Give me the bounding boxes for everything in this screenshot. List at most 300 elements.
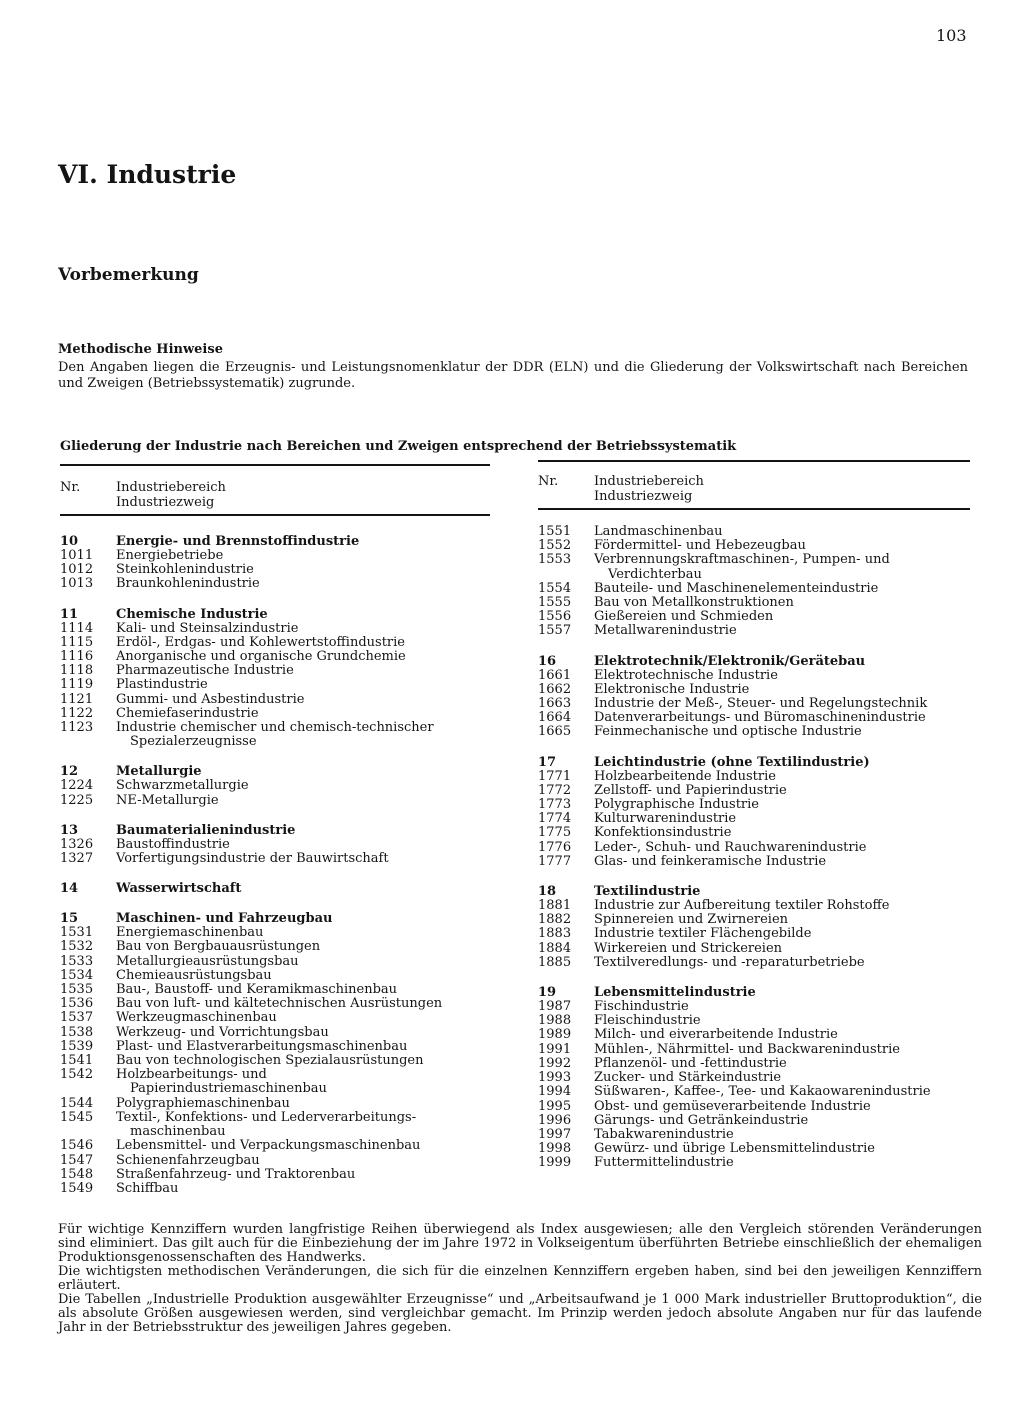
industry-group bbox=[538, 985, 970, 1170]
branch-code: 1661 bbox=[538, 667, 572, 683]
branch-code: 1532 bbox=[60, 939, 94, 955]
branch-code: 1885 bbox=[538, 954, 572, 970]
branch-name-text: Leder-, Schuh- und Rauchwarenindustrie bbox=[594, 839, 867, 855]
branch-row bbox=[538, 1014, 970, 1028]
group-code: 15 bbox=[60, 911, 79, 927]
branch-code: 1011 bbox=[60, 548, 94, 563]
branch-code: 1773 bbox=[538, 797, 572, 813]
branch-code: 1995 bbox=[538, 1098, 572, 1114]
branch-name bbox=[594, 942, 970, 956]
branch-name-text: Industrie textiler Flächengebilde bbox=[594, 926, 812, 942]
branch-name bbox=[594, 927, 970, 941]
group-heading bbox=[538, 654, 970, 669]
branch-name bbox=[594, 1057, 970, 1071]
branch-name-text: Schwarzmetallurgie bbox=[116, 778, 249, 794]
branch-name bbox=[116, 1040, 490, 1054]
industry-group bbox=[60, 764, 490, 807]
branch-name-text: Futtermittelindustrie bbox=[594, 1155, 734, 1171]
industry-group bbox=[538, 884, 970, 970]
group-name: Textilindustrie bbox=[594, 884, 701, 900]
branch-name-text: Steinkohlenindustrie bbox=[116, 562, 254, 578]
branch-name-text: Fischindustrie bbox=[594, 999, 689, 1015]
branch-name-text: NE-Metallurgie bbox=[116, 792, 219, 808]
branch-row bbox=[538, 942, 970, 956]
branch-row bbox=[538, 855, 970, 869]
footnote-paragraph: Für wichtige Kennziffern wurden langfristige Reihen überwiegend als Index ausgewiesen; alle den Vergleich störenden Veränderungen sind eliminiert. Das gilt auch für die Einbeziehung der im Jahre 1972 in Volkseigentum überführten Betriebe einschließlich der ehemaligen Produktionsgenossenschaften des Handwerks. bbox=[58, 1222, 982, 1265]
branch-code: 1123 bbox=[60, 720, 94, 736]
branch-row bbox=[60, 1068, 490, 1096]
group-code: 12 bbox=[60, 764, 79, 780]
branch-row bbox=[60, 693, 490, 707]
branch-row bbox=[538, 1071, 970, 1085]
branch-name-text: Industrie zur Aufbereitung textiler Rohstoffe bbox=[594, 898, 890, 914]
branch-row bbox=[60, 1026, 490, 1040]
group-name: Baumaterialienindustrie bbox=[116, 822, 296, 838]
branch-name-text: Tabakwarenindustrie bbox=[594, 1126, 734, 1142]
industry-group bbox=[60, 911, 490, 1196]
footnote-paragraph: Die Tabellen „Industrielle Produktion ausgewählter Erzeugnisse“ und „Arbeitsaufwand je 1 000 Mark industrieller Bruttoproduktion“, die als absolute Größen ausgewiesen werden, sind vergleichbar gemacht. Im Prinzip werden jedoch absolute Angaben nur für das laufende Jahr in der Betriebsstruktur des jeweiligen Jahres gegeben. bbox=[58, 1292, 982, 1335]
branch-name-text: Energiebetriebe bbox=[116, 548, 224, 563]
branch-name-text: Chemiefaserindustrie bbox=[116, 705, 259, 721]
branch-row bbox=[60, 664, 490, 678]
branch-code: 1988 bbox=[538, 1013, 572, 1029]
branch-name bbox=[116, 1154, 490, 1168]
branch-row bbox=[60, 838, 490, 852]
branch-name-text: Gummi- und Asbestindustrie bbox=[116, 691, 305, 707]
branch-code: 1552 bbox=[538, 538, 572, 554]
branch-name-text: Plastindustrie bbox=[116, 677, 208, 693]
branch-code: 1013 bbox=[60, 576, 94, 592]
branch-row bbox=[538, 798, 970, 812]
branch-name-text: Bau von Bergbauausrüstungen bbox=[116, 939, 321, 955]
footnote-text bbox=[58, 1223, 982, 1335]
branch-code: 1542 bbox=[60, 1067, 94, 1083]
branch-row bbox=[538, 1156, 970, 1170]
branch-name bbox=[594, 1100, 970, 1114]
intro-text: Den Angaben liegen die Erzeugnis- und Leistungsnomenklatur der DDR (ELN) und die Gliederung der Volkswirtschaft nach Bereichen und Zweigen (Betriebssystematik) zugrunde. bbox=[58, 360, 968, 391]
classification-column-right bbox=[538, 460, 970, 1186]
branch-name bbox=[594, 553, 970, 581]
branch-name-text: Zucker- und Stärkeindustrie bbox=[594, 1070, 782, 1086]
branch-name-text: Industrie chemischer und chemisch-technischer bbox=[116, 720, 434, 736]
group-code: 18 bbox=[538, 884, 557, 900]
branch-name bbox=[594, 539, 970, 553]
branch-code: 1776 bbox=[538, 839, 572, 855]
branch-name bbox=[116, 693, 490, 707]
column-body-right bbox=[538, 510, 970, 1171]
branch-code: 1533 bbox=[60, 953, 94, 969]
branch-row bbox=[538, 596, 970, 610]
branch-code: 1122 bbox=[60, 705, 94, 721]
branch-name bbox=[594, 596, 970, 610]
branch-name bbox=[594, 956, 970, 970]
branch-code: 1998 bbox=[538, 1141, 572, 1157]
branch-name bbox=[594, 669, 970, 683]
branch-row bbox=[538, 525, 970, 539]
branch-name-text: Fleischindustrie bbox=[594, 1013, 701, 1029]
group-name: Chemische Industrie bbox=[116, 606, 268, 622]
group-heading bbox=[60, 823, 490, 838]
header-label bbox=[594, 474, 970, 504]
group-heading bbox=[538, 884, 970, 899]
branch-name-text: Kulturwarenindustrie bbox=[594, 811, 737, 827]
branch-row bbox=[60, 1182, 490, 1196]
branch-code: 1537 bbox=[60, 1010, 94, 1026]
branch-name bbox=[116, 940, 490, 954]
branch-name-text: Chemieausrüstungsbau bbox=[116, 967, 272, 983]
branch-name-text: Textilveredlungs- und -reparaturbetriebe bbox=[594, 954, 865, 970]
branch-name-text: Polygraphiemaschinenbau bbox=[116, 1095, 290, 1111]
branch-name bbox=[594, 1071, 970, 1085]
industry-group bbox=[60, 607, 490, 750]
branch-name-text: Obst- und gemüseverarbeitende Industrie bbox=[594, 1098, 871, 1114]
branch-name-text: Textil-, Konfektions- und Lederverarbeitungs- bbox=[116, 1109, 417, 1125]
branch-row bbox=[538, 1114, 970, 1128]
branch-name-text: Gewürz- und übrige Lebensmittelindustrie bbox=[594, 1141, 875, 1157]
branch-row bbox=[60, 678, 490, 692]
group-heading bbox=[60, 764, 490, 779]
branch-row bbox=[60, 636, 490, 650]
branch-row bbox=[60, 1054, 490, 1068]
branch-row bbox=[60, 1040, 490, 1054]
branch-name-text: Metallurgieausrüstungsbau bbox=[116, 953, 299, 969]
branch-row bbox=[60, 955, 490, 969]
branch-name-text: Glas- und feinkeramische Industrie bbox=[594, 853, 827, 869]
branch-code: 1326 bbox=[60, 836, 94, 852]
group-heading bbox=[538, 985, 970, 1000]
group-code: 13 bbox=[60, 822, 79, 838]
branch-code: 1546 bbox=[60, 1138, 94, 1154]
branch-row bbox=[60, 650, 490, 664]
branch-name bbox=[594, 582, 970, 596]
branch-row bbox=[538, 1028, 970, 1042]
branch-row bbox=[60, 969, 490, 983]
industry-group bbox=[60, 534, 490, 592]
branch-name-text: Datenverarbeitungs- und Büromaschinenindustrie bbox=[594, 710, 926, 726]
branch-row bbox=[538, 1000, 970, 1014]
footnote-paragraph: Die wichtigsten methodischen Veränderungen, die sich für die einzelnen Kennziffern ergeben haben, sind bei den jeweiligen Kennziffern erläutert. bbox=[58, 1264, 982, 1293]
branch-row bbox=[538, 784, 970, 798]
branch-name-text: Holzbearbeitende Industrie bbox=[594, 768, 776, 784]
branch-name bbox=[594, 624, 970, 638]
branch-row bbox=[538, 683, 970, 697]
branch-name-text: Straßenfahrzeug- und Traktorenbau bbox=[116, 1166, 356, 1182]
branch-name-text: Milch- und eiverarbeitende Industrie bbox=[594, 1027, 838, 1043]
branch-name-text: Zellstoff- und Papierindustrie bbox=[594, 782, 787, 798]
branch-code: 1883 bbox=[538, 926, 572, 942]
branch-name-text: Baustoffindustrie bbox=[116, 836, 230, 852]
branch-name bbox=[594, 1114, 970, 1128]
branch-name-text: Mühlen-, Nährmittel- und Backwarenindustrie bbox=[594, 1041, 900, 1057]
branch-name bbox=[116, 794, 490, 808]
branch-name-text: Werkzeug- und Vorrichtungsbau bbox=[116, 1024, 329, 1040]
branch-name bbox=[116, 1182, 490, 1196]
branch-name bbox=[116, 1139, 490, 1153]
branch-name bbox=[594, 711, 970, 725]
branch-name-text: Erdöl-, Erdgas- und Kohlewertstoffindustrie bbox=[116, 634, 405, 650]
header-nr: Nr. bbox=[60, 480, 81, 495]
branch-row bbox=[538, 1057, 970, 1071]
branch-name-text: Schienenfahrzeugbau bbox=[116, 1152, 260, 1168]
branch-name bbox=[116, 563, 490, 577]
branch-code: 1557 bbox=[538, 623, 572, 639]
branch-name-text: Werkzeugmaschinenbau bbox=[116, 1010, 277, 1026]
branch-name bbox=[594, 1128, 970, 1142]
branch-row bbox=[538, 826, 970, 840]
industry-group bbox=[538, 654, 970, 740]
branch-name-text: Bau-, Baustoff- und Keramikmaschinenbau bbox=[116, 982, 398, 998]
branch-name bbox=[594, 784, 970, 798]
branch-name-text: Bau von Metallkonstruktionen bbox=[594, 595, 794, 611]
branch-row bbox=[538, 956, 970, 970]
branch-name-text: Industrie der Meß-, Steuer- und Regelungstechnik bbox=[594, 696, 928, 712]
branch-row bbox=[60, 707, 490, 721]
branch-row bbox=[60, 926, 490, 940]
branch-name-text: Lebensmittel- und Verpackungsmaschinenbau bbox=[116, 1138, 421, 1154]
branch-code: 1548 bbox=[60, 1166, 94, 1182]
branch-name bbox=[594, 826, 970, 840]
branch-row bbox=[60, 940, 490, 954]
branch-row bbox=[60, 997, 490, 1011]
branch-row bbox=[60, 1154, 490, 1168]
branch-code: 1541 bbox=[60, 1053, 94, 1069]
branch-name bbox=[594, 855, 970, 869]
classification-column-left bbox=[60, 464, 490, 1211]
branch-row bbox=[538, 812, 970, 826]
branch-code: 1547 bbox=[60, 1152, 94, 1168]
branch-name bbox=[116, 636, 490, 650]
branch-code: 1539 bbox=[60, 1038, 94, 1054]
branch-name bbox=[116, 955, 490, 969]
branch-row bbox=[538, 913, 970, 927]
branch-row bbox=[60, 794, 490, 808]
branch-row bbox=[538, 841, 970, 855]
branch-name bbox=[116, 779, 490, 793]
branch-name-text: Pharmazeutische Industrie bbox=[116, 663, 294, 679]
branch-code: 1997 bbox=[538, 1126, 572, 1142]
branch-row bbox=[60, 779, 490, 793]
branch-name bbox=[594, 1085, 970, 1099]
branch-name-text: Kali- und Steinsalzindustrie bbox=[116, 620, 299, 636]
branch-row bbox=[538, 624, 970, 638]
branch-code: 1777 bbox=[538, 853, 572, 869]
branch-name bbox=[594, 1142, 970, 1156]
header-bereich: Industriebereich bbox=[594, 474, 704, 489]
branch-name-text: Elektrotechnische Industrie bbox=[594, 667, 778, 683]
branch-code: 1881 bbox=[538, 898, 572, 914]
branch-code: 1664 bbox=[538, 710, 572, 726]
branch-name-text: Wirkereien und Strickereien bbox=[594, 940, 783, 956]
branch-name-text: Vorfertigungsindustrie der Bauwirtschaft bbox=[116, 851, 389, 867]
branch-name bbox=[116, 678, 490, 692]
branch-name bbox=[116, 721, 490, 749]
chapter-title: VI. Industrie bbox=[58, 160, 237, 189]
branch-code: 1882 bbox=[538, 912, 572, 928]
branch-code: 1225 bbox=[60, 792, 94, 808]
branch-code: 1663 bbox=[538, 696, 572, 712]
branch-code: 1775 bbox=[538, 825, 572, 841]
industry-group bbox=[60, 881, 490, 896]
header-bereich: Industriebereich bbox=[116, 480, 226, 495]
branch-name bbox=[594, 610, 970, 624]
branch-row bbox=[538, 539, 970, 553]
branch-name bbox=[116, 997, 490, 1011]
branch-code: 1115 bbox=[60, 634, 94, 650]
branch-name bbox=[594, 683, 970, 697]
branch-name-text: Bauteile- und Maschinenelementeindustrie bbox=[594, 580, 879, 596]
group-name: Lebensmittelindustrie bbox=[594, 985, 756, 1001]
branch-row bbox=[60, 622, 490, 636]
branch-name-text: Anorganische und organische Grundchemie bbox=[116, 649, 406, 665]
group-code: 10 bbox=[60, 534, 79, 549]
branch-code: 1996 bbox=[538, 1112, 572, 1128]
group-heading bbox=[60, 911, 490, 926]
branch-code: 1116 bbox=[60, 649, 94, 665]
branch-code: 1545 bbox=[60, 1109, 94, 1125]
branch-code: 1121 bbox=[60, 691, 94, 707]
branch-name bbox=[116, 926, 490, 940]
branch-name-continuation: Spezialerzeugnisse bbox=[130, 734, 257, 750]
branch-row bbox=[60, 1139, 490, 1153]
branch-name bbox=[116, 969, 490, 983]
branch-name bbox=[594, 1043, 970, 1057]
group-code: 11 bbox=[60, 606, 79, 622]
branch-code: 1118 bbox=[60, 663, 94, 679]
branch-code: 1531 bbox=[60, 925, 94, 941]
branch-row bbox=[538, 669, 970, 683]
group-name: Maschinen- und Fahrzeugbau bbox=[116, 911, 333, 927]
section-title: Vorbemerkung bbox=[58, 265, 199, 285]
branch-row bbox=[538, 1128, 970, 1142]
branch-name bbox=[594, 1028, 970, 1042]
group-heading bbox=[538, 755, 970, 770]
branch-name-text: Fördermittel- und Hebezeugbau bbox=[594, 538, 806, 554]
branch-name bbox=[116, 838, 490, 852]
branch-name bbox=[116, 1068, 490, 1096]
branch-name-text: Feinmechanische und optische Industrie bbox=[594, 724, 862, 740]
branch-code: 1662 bbox=[538, 681, 572, 697]
branch-row bbox=[60, 577, 490, 591]
group-name: Wasserwirtschaft bbox=[116, 881, 242, 897]
branch-code: 1994 bbox=[538, 1084, 572, 1100]
branch-code: 1544 bbox=[60, 1095, 94, 1111]
branch-row bbox=[60, 549, 490, 563]
branch-row bbox=[538, 610, 970, 624]
branch-code: 1771 bbox=[538, 768, 572, 784]
branch-name bbox=[594, 798, 970, 812]
branch-row bbox=[538, 582, 970, 596]
branch-name bbox=[594, 1000, 970, 1014]
branch-name bbox=[116, 664, 490, 678]
branch-name bbox=[594, 1156, 970, 1170]
branch-row bbox=[60, 983, 490, 997]
branch-name-continuation: maschinenbau bbox=[130, 1124, 226, 1140]
branch-row bbox=[538, 899, 970, 913]
branch-row bbox=[538, 553, 970, 581]
branch-code: 1536 bbox=[60, 996, 94, 1012]
branch-name bbox=[594, 812, 970, 826]
column-header bbox=[538, 462, 970, 510]
header-label bbox=[116, 480, 490, 510]
branch-row bbox=[538, 1043, 970, 1057]
branch-name-continuation: Verdichterbau bbox=[608, 566, 702, 582]
branch-name-text: Bau von technologischen Spezialausrüstungen bbox=[116, 1053, 424, 1069]
branch-code: 1549 bbox=[60, 1180, 94, 1196]
branch-row bbox=[60, 563, 490, 577]
branch-name-continuation: Papierindustriemaschinenbau bbox=[130, 1081, 327, 1097]
branch-name bbox=[116, 983, 490, 997]
header-zweig: Industriezweig bbox=[594, 489, 693, 504]
branch-code: 1556 bbox=[538, 609, 572, 625]
branch-row bbox=[60, 1168, 490, 1182]
branch-code: 1665 bbox=[538, 724, 572, 740]
branch-code: 1327 bbox=[60, 851, 94, 867]
branch-row bbox=[538, 711, 970, 725]
branch-code: 1554 bbox=[538, 580, 572, 596]
branch-row bbox=[60, 1097, 490, 1111]
branch-row bbox=[538, 697, 970, 711]
branch-name-text: Gießereien und Schmieden bbox=[594, 609, 774, 625]
branch-name bbox=[594, 899, 970, 913]
branch-name-text: Bau von luft- und kältetechnischen Ausrüstungen bbox=[116, 996, 443, 1012]
branch-name bbox=[594, 725, 970, 739]
branch-name-text: Gärungs- und Getränkeindustrie bbox=[594, 1112, 809, 1128]
column-header bbox=[60, 466, 490, 516]
group-name: Leichtindustrie (ohne Textilindustrie) bbox=[594, 754, 870, 770]
branch-code: 1538 bbox=[60, 1024, 94, 1040]
branch-code: 1989 bbox=[538, 1027, 572, 1043]
branch-code: 1992 bbox=[538, 1055, 572, 1071]
branch-row bbox=[538, 770, 970, 784]
branch-name bbox=[594, 770, 970, 784]
branch-name bbox=[116, 577, 490, 591]
branch-row bbox=[60, 1111, 490, 1139]
group-name: Elektrotechnik/Elektronik/Gerätebau bbox=[594, 653, 866, 669]
branch-name-text: Elektronische Industrie bbox=[594, 681, 750, 697]
branch-code: 1553 bbox=[538, 552, 572, 568]
group-code: 14 bbox=[60, 881, 79, 897]
branch-name bbox=[116, 1026, 490, 1040]
branch-name bbox=[116, 1054, 490, 1068]
branch-name bbox=[594, 913, 970, 927]
branch-row bbox=[60, 852, 490, 866]
branch-name bbox=[594, 1014, 970, 1028]
branch-row bbox=[538, 1100, 970, 1114]
branch-name bbox=[116, 1168, 490, 1182]
table-heading: Gliederung der Industrie nach Bereichen und Zweigen entsprechend der Betriebssystematik bbox=[60, 439, 737, 454]
branch-name-text: Polygraphische Industrie bbox=[594, 797, 760, 813]
branch-name bbox=[116, 622, 490, 636]
group-code: 16 bbox=[538, 653, 557, 669]
page-number: 103 bbox=[936, 26, 967, 45]
branch-name bbox=[116, 549, 490, 563]
branch-row bbox=[60, 721, 490, 749]
group-heading bbox=[60, 534, 490, 549]
industry-group bbox=[60, 823, 490, 866]
branch-code: 1555 bbox=[538, 595, 572, 611]
group-code: 19 bbox=[538, 985, 557, 1001]
branch-code: 1772 bbox=[538, 782, 572, 798]
branch-name-text: Schiffbau bbox=[116, 1180, 179, 1196]
branch-name bbox=[594, 841, 970, 855]
group-heading bbox=[60, 607, 490, 622]
group-code: 17 bbox=[538, 754, 557, 770]
branch-name-text: Konfektionsindustrie bbox=[594, 825, 732, 841]
branch-name-text: Spinnereien und Zwirnereien bbox=[594, 912, 789, 928]
branch-name bbox=[116, 1011, 490, 1025]
branch-name-text: Süßwaren-, Kaffee-, Tee- und Kakaowarenindustrie bbox=[594, 1084, 931, 1100]
branch-code: 1534 bbox=[60, 967, 94, 983]
